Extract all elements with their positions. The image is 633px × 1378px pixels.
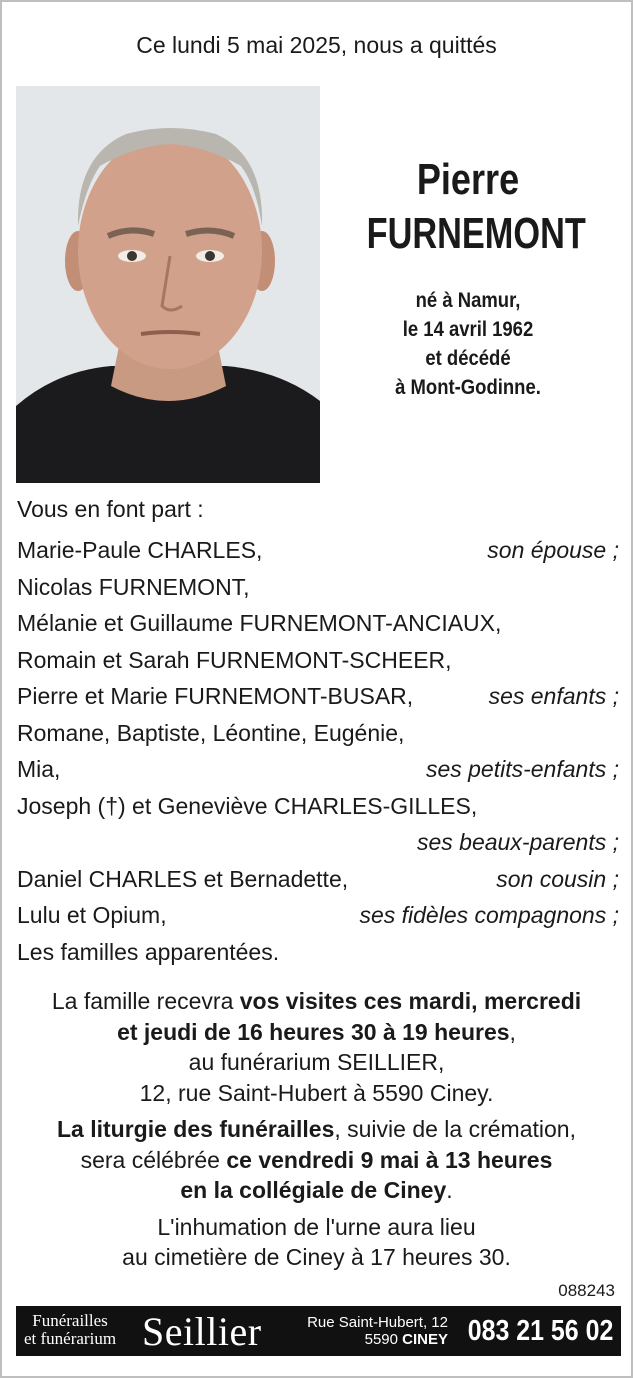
family-row	[17, 751, 621, 788]
visits-text: au funérarium SEILLIER,	[188, 1049, 445, 1075]
family-member: Marie-Paule CHARLES,	[17, 537, 263, 563]
relation-label: ses petits-enfants ;	[425, 756, 619, 782]
bio-line: et décédé	[425, 347, 511, 370]
phone-number: 083 21 56 02	[467, 1315, 613, 1347]
banner-address	[300, 1314, 448, 1348]
liturgy-paragraph	[2, 1114, 631, 1206]
deceased-name	[338, 154, 598, 262]
liturgy-text-bold: La liturgie des funérailles	[57, 1116, 335, 1142]
family-row	[17, 897, 621, 934]
last-name: FURNEMONT	[366, 209, 586, 258]
family-row	[17, 569, 621, 606]
family-row	[17, 861, 621, 898]
family-member: Mia,	[17, 756, 61, 782]
first-name: Pierre	[416, 155, 520, 204]
family-row	[17, 824, 621, 861]
tagline-line: Funérailles	[32, 1311, 108, 1330]
address-line	[300, 1331, 448, 1348]
brand-name: Seillier	[142, 1309, 262, 1354]
service-info	[2, 986, 631, 1279]
family-row	[17, 532, 621, 569]
bio-line: le 14 avril 1962	[402, 318, 534, 341]
family-member: Romain et Sarah FURNEMONT-SCHEER,	[17, 646, 452, 673]
family-member: Les familles apparentées.	[17, 938, 280, 965]
announcement-header: Ce lundi 5 mai 2025, nous a quittés	[136, 32, 497, 58]
family-member: Romane, Baptiste, Léontine, Eugénie,	[17, 719, 405, 746]
visits-text: La famille recevra	[51, 988, 240, 1014]
visits-text: ,	[509, 1018, 516, 1045]
liturgy-text: sera célébrée	[80, 1146, 227, 1173]
bio-line: à Mont-Godinne.	[395, 376, 541, 399]
liturgy-text-bold: ce vendredi 9 mai à 13 heures	[226, 1146, 553, 1173]
relation-label: ses fidèles compagnons ;	[359, 902, 619, 928]
burial-text: au cimetière de Ciney à 17 heures 30.	[122, 1244, 511, 1270]
relation-label: ses enfants ;	[488, 683, 619, 709]
relation-label: son épouse ;	[487, 537, 619, 563]
bio-line: né à Namur,	[415, 289, 521, 312]
portrait-photo	[16, 86, 320, 483]
family-row	[17, 605, 621, 642]
family-row	[17, 642, 621, 679]
visits-text-bold: vos visites ces mardi, mercredi	[239, 988, 582, 1014]
visits-address: 12, rue Saint-Hubert à 5590 Ciney.	[139, 1079, 494, 1106]
family-intro: Vous en font part :	[17, 496, 204, 522]
family-member: Pierre et Marie FURNEMONT-BUSAR,	[17, 683, 414, 709]
liturgy-text-bold: en la collégiale de Ciney	[180, 1177, 447, 1203]
family-row	[17, 934, 621, 971]
family-member: Daniel CHARLES et Bernadette,	[17, 865, 349, 892]
portrait-illustration	[16, 86, 320, 483]
address-city: CINEY	[402, 1331, 448, 1348]
liturgy-text: , suivie de la crémation,	[334, 1116, 576, 1142]
birth-death-info	[358, 286, 578, 402]
family-row	[17, 715, 621, 752]
relation-label: son cousin ;	[496, 865, 619, 892]
address-zip: 5590	[364, 1331, 403, 1348]
family-list	[17, 492, 621, 970]
reference-number: 088243	[558, 1281, 615, 1300]
burial-text: L'inhumation de l'urne aura lieu	[157, 1213, 476, 1240]
address-line: Rue Saint-Hubert, 12	[307, 1314, 448, 1331]
family-member: Lulu et Opium,	[17, 902, 167, 928]
visits-text-bold: et jeudi de 16 heures 30 à 19 heures	[117, 1018, 510, 1045]
liturgy-text: .	[446, 1177, 453, 1203]
family-member: Joseph (†) et Geneviève CHARLES-GILLES,	[17, 792, 478, 819]
burial-paragraph	[2, 1212, 631, 1273]
relation-label: ses beaux-parents ;	[416, 829, 619, 855]
visits-paragraph	[2, 986, 631, 1108]
family-member: Nicolas FURNEMONT,	[17, 573, 250, 600]
family-row	[17, 788, 621, 825]
family-row	[17, 678, 621, 715]
tagline-line: et funérarium	[24, 1329, 117, 1348]
banner-tagline	[24, 1312, 116, 1348]
funeral-home-banner	[16, 1306, 621, 1356]
family-member: Mélanie et Guillaume FURNEMONT-ANCIAUX,	[17, 610, 502, 636]
